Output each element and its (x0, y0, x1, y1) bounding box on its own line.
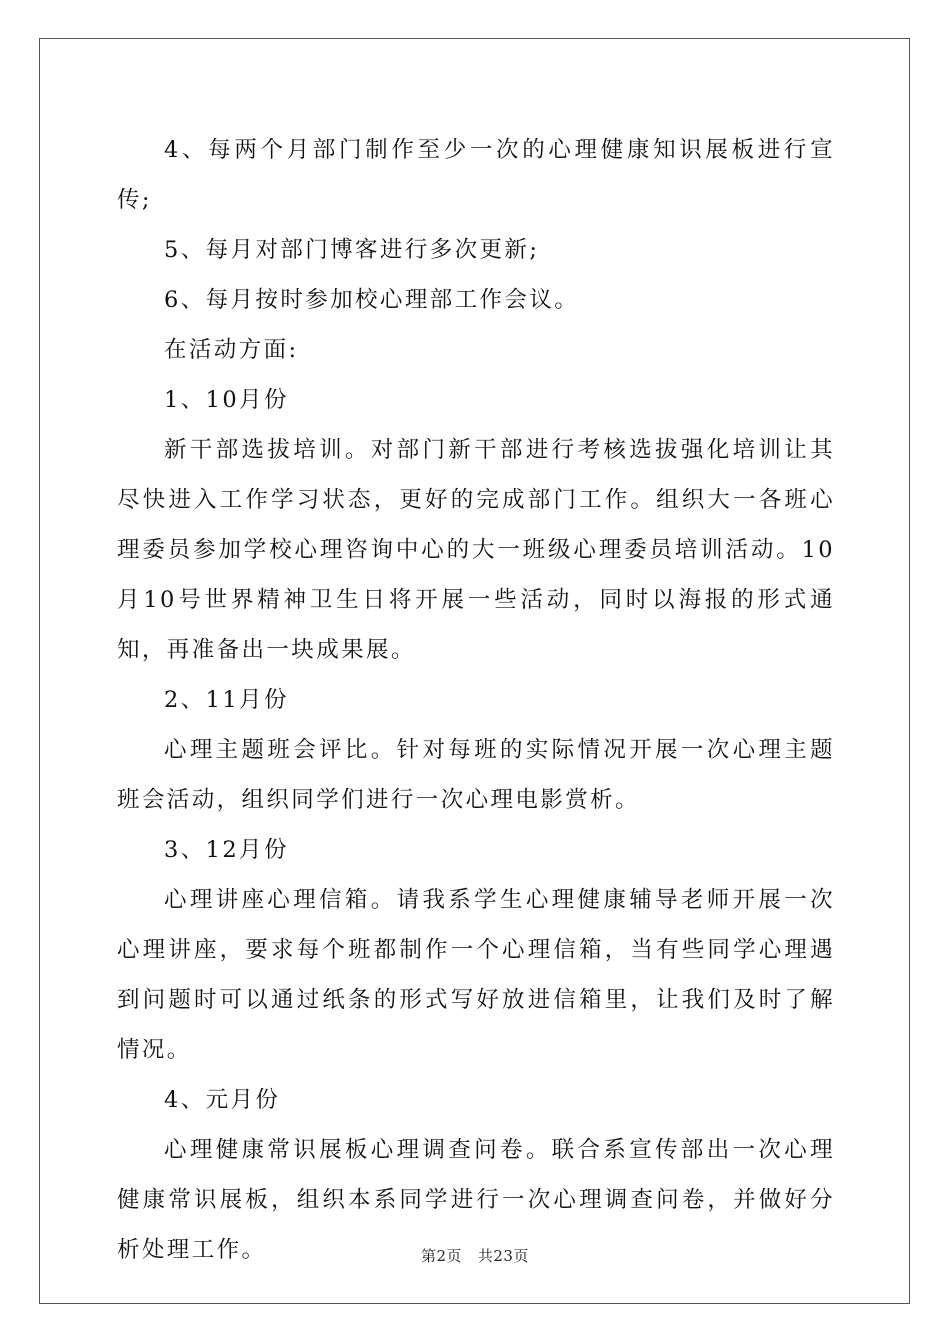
paragraph-item-6-meetings: 6、每月按时参加校心理部工作会议。 (164, 287, 580, 313)
month-heading-october: 1、10月份 (164, 387, 289, 413)
total-pages: 共23页 (477, 1247, 529, 1265)
paragraph-item-5-blog-update: 5、每月对部门博客进行多次更新; (164, 237, 540, 263)
paragraph-item-4-display-board: 4、每两个月部门制作至少一次的心理健康知识展板进行宣传; (117, 137, 835, 213)
section-heading-activities: 在活动方面: (164, 337, 299, 363)
document-body (117, 125, 835, 1275)
paragraph-december-details: 心理讲座心理信箱。请我系学生心理健康辅导老师开展一次心理讲座，要求每个班都制作一个心理信箱，当有些同学心理遇到问题时可以通过纸条的形式写好放进信箱里，让我们及时了解情况。 (117, 887, 835, 1063)
page-footer (0, 1245, 950, 1266)
paragraph-october-details: 新干部选拔培训。对部门新干部进行考核选拔强化培训让其尽快进入工作学习状态，更好的完成部门工作。组织大一各班心理委员参加学校心理咨询中心的大一班级心理委员培训活动。10月10号世界精神卫生日将开展一些活动，同时以海报的形式通知，再准备出一块成果展。 (117, 437, 835, 663)
month-heading-december: 3、12月份 (164, 837, 289, 863)
paragraph-november-details: 心理主题班会评比。针对每班的实际情况开展一次心理主题班会活动，组织同学们进行一次心理电影赏析。 (117, 737, 835, 813)
page-number: 第2页 (421, 1247, 463, 1265)
month-heading-november: 2、11月份 (164, 687, 289, 713)
paragraph-january-details: 心理健康常识展板心理调查问卷。联合系宣传部出一次心理健康常识展板，组织本系同学进行一次心理调查问卷，并做好分析处理工作。 (117, 1137, 835, 1263)
month-heading-january: 4、元月份 (164, 1087, 281, 1113)
